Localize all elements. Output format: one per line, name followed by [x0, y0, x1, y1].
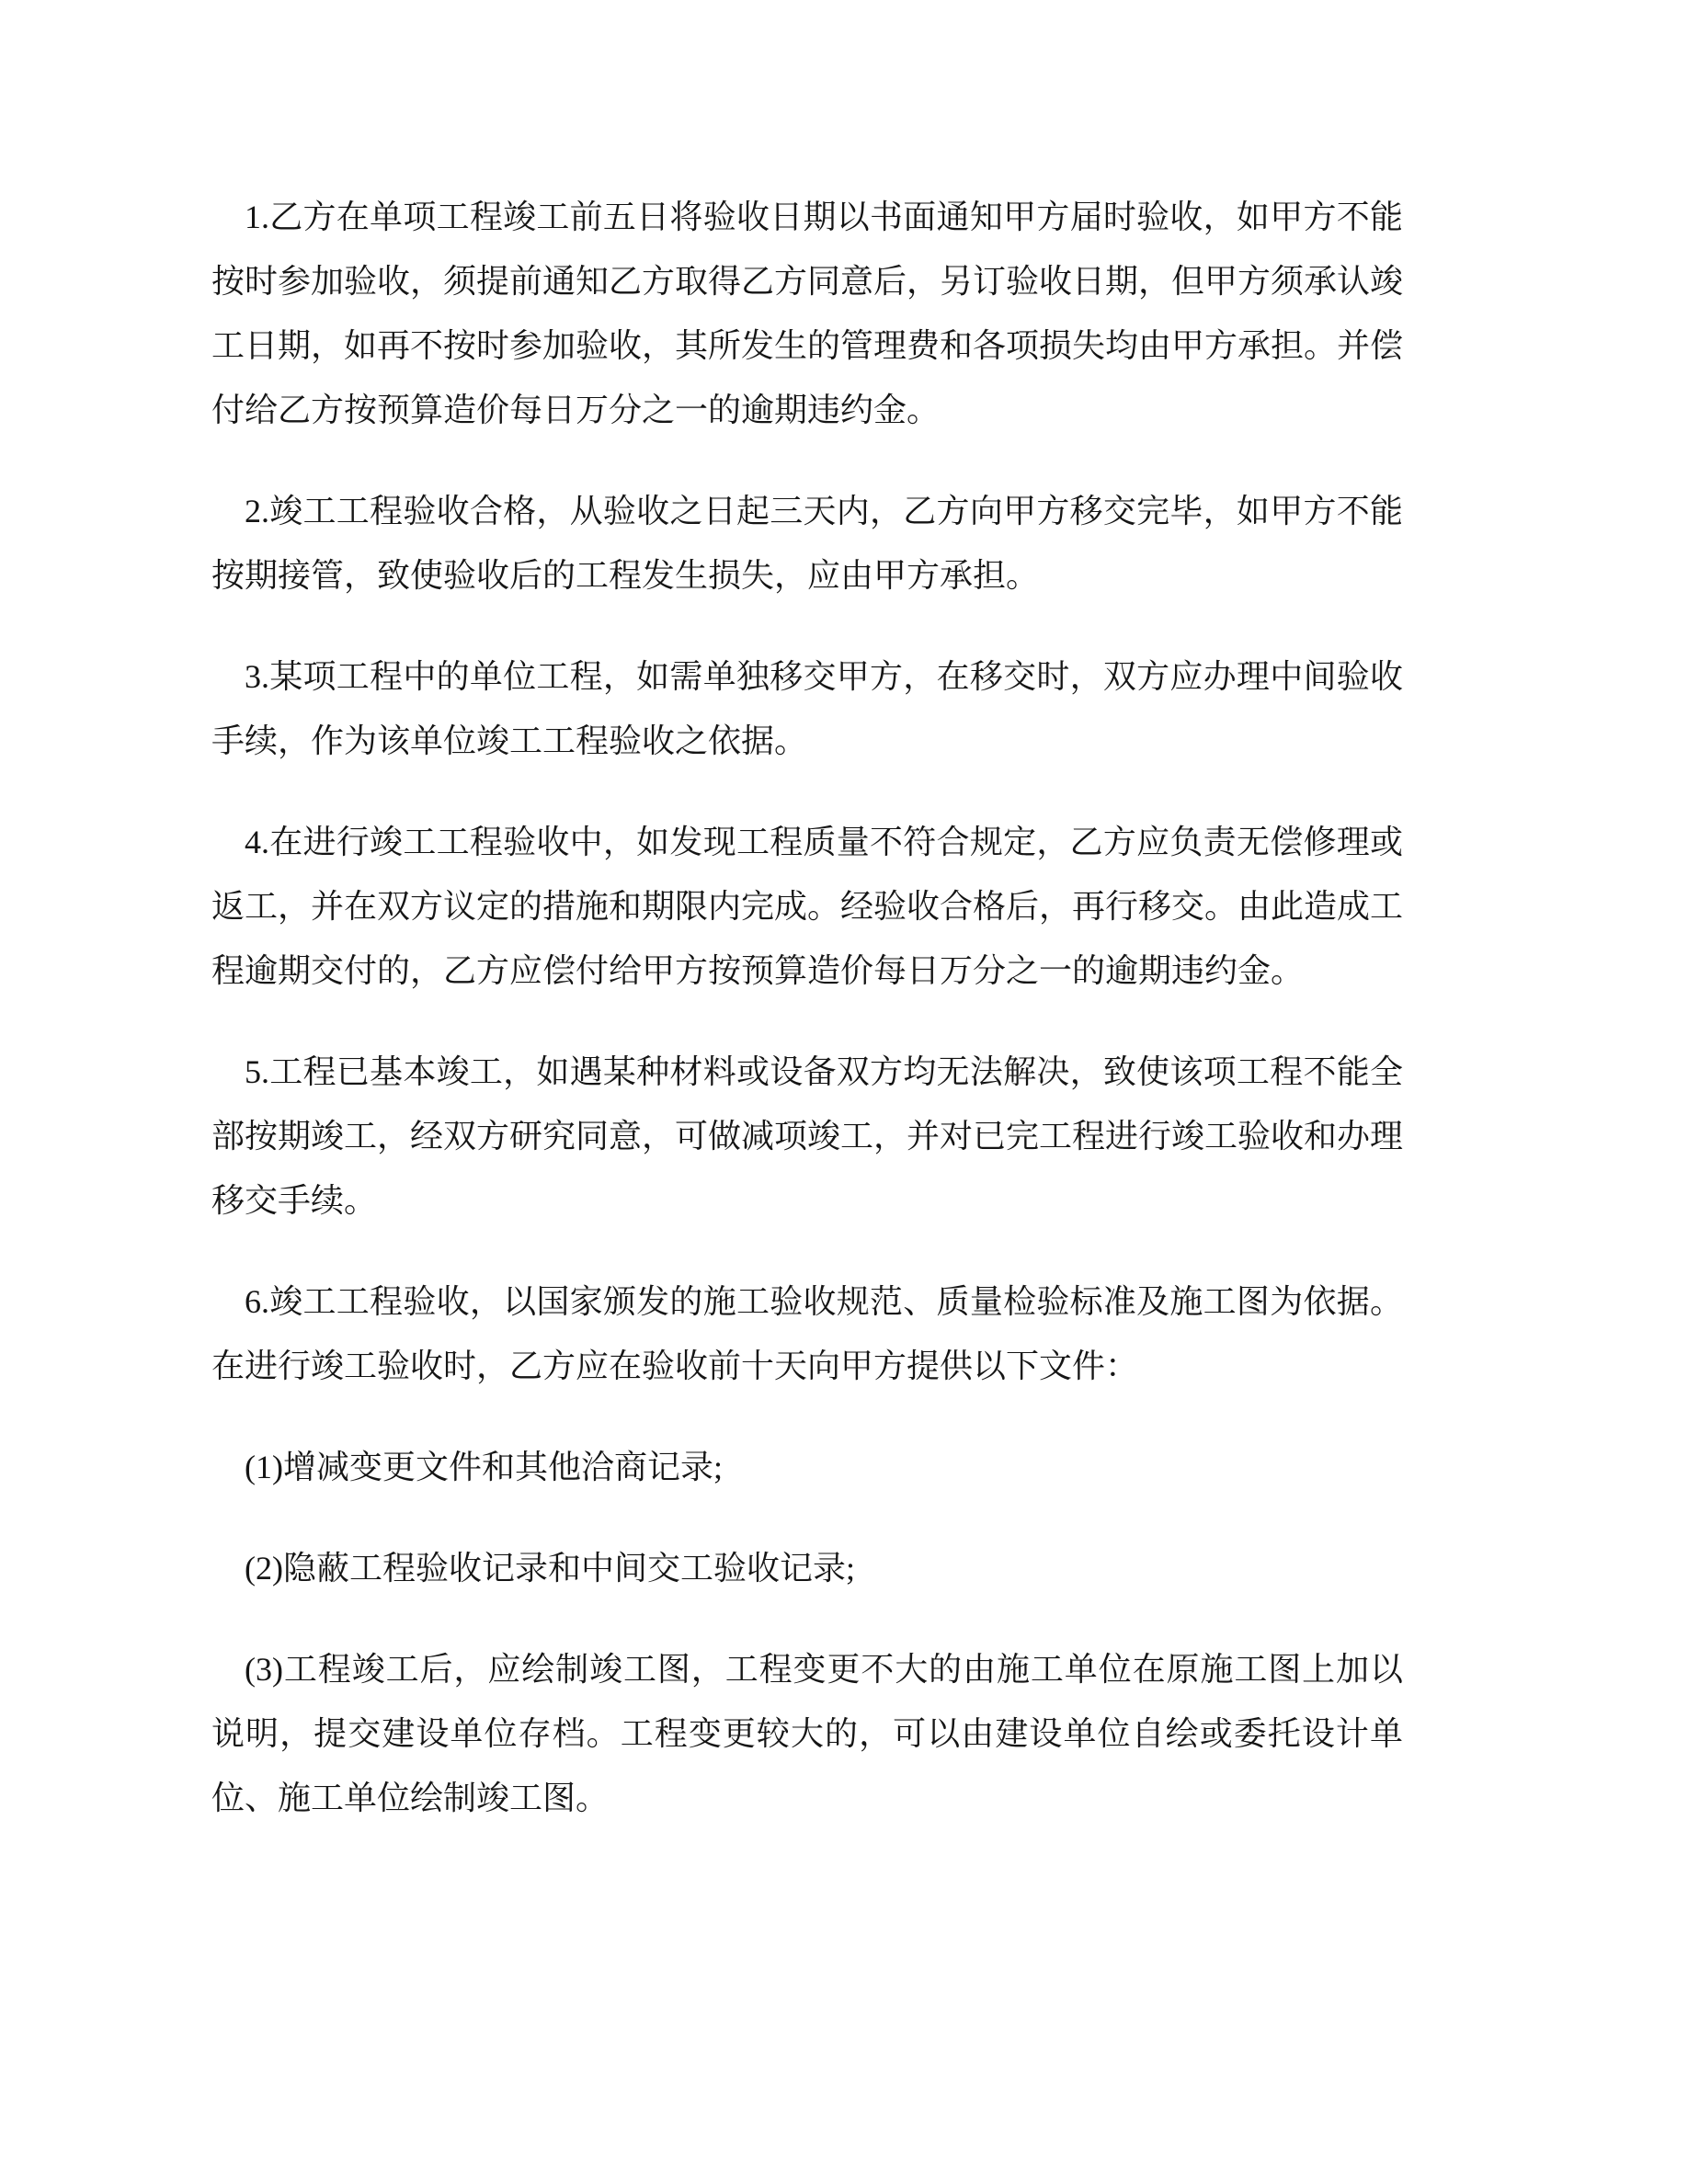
paragraph-item-2: (2)隐蔽工程验收记录和中间交工验收记录; — [245, 1550, 855, 1587]
paragraph-clause-2: 2.竣工工程验收合格，从验收之日起三天内，乙方向甲方移交完毕，如甲方不能按期接管，致使验收后的工程发生损失，应由甲方承担。 — [211, 493, 1403, 594]
paragraph-clause-5: 5.工程已基本竣工，如遇某种材料或设备双方均无法解决，致使该项工程不能全部按期竣工，经双方研究同意，可做减项竣工，并对已完工程进行竣工验收和办理移交手续。 — [211, 1053, 1404, 1219]
paragraph-item-1: (1)增减变更文件和其他洽商记录; — [245, 1449, 723, 1485]
paragraph-clause-6: 6.竣工工程验收，以国家颁发的施工验收规范、质量检验标准及施工图为依据。在进行竣工验收时，乙方应在验收前十天向甲方提供以下文件： — [211, 1283, 1403, 1384]
paragraph-item-3: (3)工程竣工后，应绘制竣工图，工程变更不大的由施工单位在原施工图上加以说明，提交建设单位存档。工程变更较大的，可以由建设单位自绘或委托设计单位、施工单位绘制竣工图。 — [211, 1651, 1403, 1816]
document-content — [211, 185, 1403, 1867]
paragraph-clause-3: 3.某项工程中的单位工程，如需单独移交甲方，在移交时，双方应办理中间验收手续，作为该单位竣工工程验收之依据。 — [211, 658, 1403, 759]
paragraph-clause-1: 1.乙方在单项工程竣工前五日将验收日期以书面通知甲方届时验收，如甲方不能按时参加验收，须提前通知乙方取得乙方同意后，另订验收日期，但甲方须承认竣工日期，如再不按时参加验收，其所发生的管理费和各项损失均由甲方承担。并偿付给乙方按预算造价每日万分之一的逾期违约金。 — [211, 199, 1404, 428]
paragraph-clause-4: 4.在进行竣工工程验收中，如发现工程质量不符合规定，乙方应负责无偿修理或返工，并在双方议定的措施和期限内完成。经验收合格后，再行移交。由此造成工程逾期交付的，乙方应偿付给甲方按预算造价每日万分之一的逾期违约金。 — [211, 824, 1404, 989]
